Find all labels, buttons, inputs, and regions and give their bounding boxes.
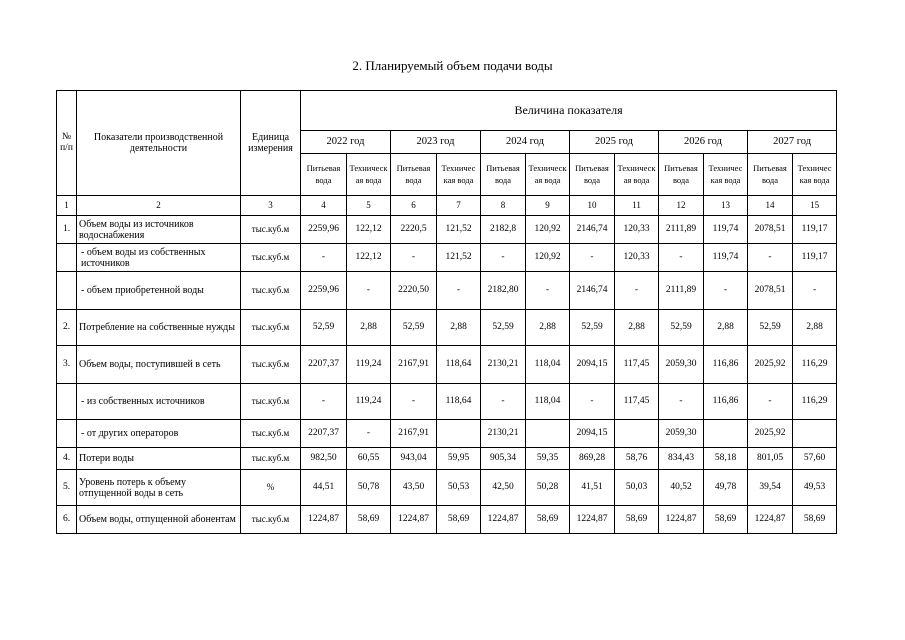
header-indicator: Показатели производственной деятельности	[77, 91, 241, 196]
indicator-name: - объем приобретенной воды	[77, 272, 241, 310]
value-cell: 122,12	[347, 244, 391, 272]
value-cell: -	[301, 384, 347, 420]
value-cell: 122,12	[347, 216, 391, 244]
value-cell: 2025,92	[748, 346, 793, 384]
indicator-name: Уровень потерь к объему отпущенной воды в сеть	[77, 470, 241, 506]
value-cell: 2,88	[704, 310, 748, 346]
column-number: 8	[481, 196, 526, 216]
column-number: 7	[437, 196, 481, 216]
header-water-type: Питьевая вода	[391, 154, 437, 196]
indicator-name: - от других операторов	[77, 420, 241, 448]
value-cell: 52,59	[570, 310, 615, 346]
column-number: 5	[347, 196, 391, 216]
value-cell: 58,69	[437, 506, 481, 534]
row-number: 5.	[57, 470, 77, 506]
value-cell: 2130,21	[481, 346, 526, 384]
value-cell: 116,29	[793, 346, 837, 384]
value-cell: 44,51	[301, 470, 347, 506]
value-cell: 52,59	[481, 310, 526, 346]
header-water-type: Питьевая вода	[659, 154, 704, 196]
value-cell: 60,55	[347, 448, 391, 470]
value-cell: 58,69	[347, 506, 391, 534]
value-cell: 119,24	[347, 346, 391, 384]
header-water-type: Техничес кая вода	[437, 154, 481, 196]
value-cell: 2,88	[526, 310, 570, 346]
indicator-name: Объем воды, отпущенной абонентам	[77, 506, 241, 534]
value-cell: 801,05	[748, 448, 793, 470]
header-year: 2023 год	[391, 131, 481, 154]
value-cell: 59,35	[526, 448, 570, 470]
unit-cell: тыс.куб.м	[241, 272, 301, 310]
column-number: 12	[659, 196, 704, 216]
header-water-type: Техническ ая вода	[347, 154, 391, 196]
unit-cell: тыс.куб.м	[241, 310, 301, 346]
value-cell: -	[437, 272, 481, 310]
row-number: 1.	[57, 216, 77, 244]
value-cell: 2094,15	[570, 346, 615, 384]
unit-cell: тыс.куб.м	[241, 448, 301, 470]
value-cell: 2078,51	[748, 272, 793, 310]
value-cell: 52,59	[301, 310, 347, 346]
value-cell: 50,28	[526, 470, 570, 506]
header-year: 2026 год	[659, 131, 748, 154]
value-cell: 49,53	[793, 470, 837, 506]
value-cell: 943,04	[391, 448, 437, 470]
table-row	[57, 384, 837, 420]
value-cell: 116,29	[793, 384, 837, 420]
value-cell: -	[793, 272, 837, 310]
table-body	[57, 216, 837, 534]
value-cell: 42,50	[481, 470, 526, 506]
column-number: 6	[391, 196, 437, 216]
value-cell: 58,18	[704, 448, 748, 470]
row-number	[57, 244, 77, 272]
value-cell: 2207,37	[301, 420, 347, 448]
value-cell: 1224,87	[659, 506, 704, 534]
value-cell: 121,52	[437, 244, 481, 272]
value-cell: 120,33	[615, 216, 659, 244]
header-year: 2027 год	[748, 131, 837, 154]
value-cell: -	[301, 244, 347, 272]
value-cell: -	[748, 244, 793, 272]
value-cell: 2182,8	[481, 216, 526, 244]
value-cell: 121,52	[437, 216, 481, 244]
value-cell: 49,78	[704, 470, 748, 506]
value-cell: 58,76	[615, 448, 659, 470]
value-cell: 117,45	[615, 384, 659, 420]
value-cell: 58,69	[704, 506, 748, 534]
value-cell: 52,59	[391, 310, 437, 346]
row-number: 4.	[57, 448, 77, 470]
column-number: 2	[77, 196, 241, 216]
value-cell: 2167,91	[391, 346, 437, 384]
value-cell: -	[659, 384, 704, 420]
value-cell: 41,51	[570, 470, 615, 506]
value-cell: 2130,21	[481, 420, 526, 448]
document-title: 2. Планируемый объем подачи воды	[352, 58, 553, 73]
value-cell: 50,53	[437, 470, 481, 506]
row-number	[57, 272, 77, 310]
value-cell: 1224,87	[570, 506, 615, 534]
unit-cell: тыс.куб.м	[241, 420, 301, 448]
value-cell: 116,86	[704, 384, 748, 420]
value-cell: 119,74	[704, 244, 748, 272]
value-cell: 40,52	[659, 470, 704, 506]
value-cell: 869,28	[570, 448, 615, 470]
value-cell: 2182,80	[481, 272, 526, 310]
value-cell: -	[481, 244, 526, 272]
value-cell: -	[570, 384, 615, 420]
indicator-name: Объем воды, поступившей в сеть	[77, 346, 241, 384]
value-cell: -	[570, 244, 615, 272]
header-year: 2024 год	[481, 131, 570, 154]
header-year: 2025 год	[570, 131, 659, 154]
value-cell: 2220,50	[391, 272, 437, 310]
value-cell: -	[659, 244, 704, 272]
value-cell: 59,95	[437, 448, 481, 470]
header-water-type: Техничес кая вода	[793, 154, 837, 196]
unit-cell: тыс.куб.м	[241, 384, 301, 420]
value-cell: 119,17	[793, 244, 837, 272]
header-year: 2022 год	[301, 131, 391, 154]
value-cell: 1224,87	[301, 506, 347, 534]
value-cell: 2059,30	[659, 346, 704, 384]
value-cell: 2259,96	[301, 272, 347, 310]
value-cell: 50,78	[347, 470, 391, 506]
water-supply-table	[56, 90, 837, 534]
value-cell	[437, 420, 481, 448]
table-row	[57, 470, 837, 506]
value-cell: 2094,15	[570, 420, 615, 448]
value-cell: 1224,87	[481, 506, 526, 534]
row-number: 2.	[57, 310, 77, 346]
column-number-row	[57, 196, 837, 216]
column-number: 10	[570, 196, 615, 216]
value-cell: 119,17	[793, 216, 837, 244]
value-cell: -	[481, 384, 526, 420]
header-num: № п/п	[57, 91, 77, 196]
unit-cell: тыс.куб.м	[241, 216, 301, 244]
value-cell: 2167,91	[391, 420, 437, 448]
value-cell: 118,04	[526, 346, 570, 384]
column-number: 4	[301, 196, 347, 216]
value-cell	[793, 420, 837, 448]
header-water-type: Питьевая вода	[481, 154, 526, 196]
value-cell: 2,88	[615, 310, 659, 346]
indicator-name: - из собственных источников	[77, 384, 241, 420]
value-cell: 50,03	[615, 470, 659, 506]
value-cell: -	[391, 244, 437, 272]
value-cell: 2111,89	[659, 272, 704, 310]
value-cell: 2025,92	[748, 420, 793, 448]
header-water-type: Питьевая вода	[570, 154, 615, 196]
value-cell: 52,59	[659, 310, 704, 346]
value-cell: 120,33	[615, 244, 659, 272]
table-row	[57, 448, 837, 470]
unit-cell: тыс.куб.м	[241, 346, 301, 384]
value-cell: 2,88	[437, 310, 481, 346]
value-cell: 118,64	[437, 384, 481, 420]
header-value-group: Величина показателя	[301, 91, 837, 131]
value-cell: 2111,89	[659, 216, 704, 244]
unit-cell: тыс.куб.м	[241, 506, 301, 534]
value-cell	[704, 420, 748, 448]
value-cell: 120,92	[526, 216, 570, 244]
value-cell: -	[347, 420, 391, 448]
header-water-type: Питьевая вода	[748, 154, 793, 196]
value-cell: 118,04	[526, 384, 570, 420]
row-number	[57, 384, 77, 420]
value-cell: 43,50	[391, 470, 437, 506]
column-number: 11	[615, 196, 659, 216]
indicator-name: Потребление на собственные нужды	[77, 310, 241, 346]
table-row	[57, 420, 837, 448]
header-water-type: Питьевая вода	[301, 154, 347, 196]
value-cell	[526, 420, 570, 448]
value-cell: 2059,30	[659, 420, 704, 448]
table-row	[57, 216, 837, 244]
value-cell: -	[526, 272, 570, 310]
indicator-name: Потери воды	[77, 448, 241, 470]
value-cell: 2220,5	[391, 216, 437, 244]
table-row	[57, 310, 837, 346]
value-cell: 58,69	[526, 506, 570, 534]
value-cell: -	[347, 272, 391, 310]
column-number: 15	[793, 196, 837, 216]
value-cell: 2078,51	[748, 216, 793, 244]
column-number: 14	[748, 196, 793, 216]
value-cell	[615, 420, 659, 448]
value-cell: -	[704, 272, 748, 310]
value-cell: 119,24	[347, 384, 391, 420]
value-cell: 119,74	[704, 216, 748, 244]
value-cell: -	[748, 384, 793, 420]
value-cell: 58,69	[793, 506, 837, 534]
column-number: 3	[241, 196, 301, 216]
indicator-name: - объем воды из собственных источников	[77, 244, 241, 272]
value-cell: 1224,87	[748, 506, 793, 534]
value-cell: 2,88	[793, 310, 837, 346]
value-cell: 39,54	[748, 470, 793, 506]
header-water-type: Техническ ая вода	[526, 154, 570, 196]
table-row	[57, 346, 837, 384]
header-unit: Единица измерения	[241, 91, 301, 196]
value-cell: 116,86	[704, 346, 748, 384]
value-cell: 2207,37	[301, 346, 347, 384]
table-row	[57, 244, 837, 272]
value-cell: 834,43	[659, 448, 704, 470]
value-cell: 118,64	[437, 346, 481, 384]
table-row	[57, 272, 837, 310]
value-cell: 57,60	[793, 448, 837, 470]
value-cell: 1224,87	[391, 506, 437, 534]
column-number: 9	[526, 196, 570, 216]
row-number: 3.	[57, 346, 77, 384]
column-number: 13	[704, 196, 748, 216]
header-water-type: Техничес кая вода	[704, 154, 748, 196]
unit-cell: тыс.куб.м	[241, 244, 301, 272]
column-number: 1	[57, 196, 77, 216]
header-water-type: Техническ ая вода	[615, 154, 659, 196]
value-cell: 58,69	[615, 506, 659, 534]
value-cell: 905,34	[481, 448, 526, 470]
value-cell: 52,59	[748, 310, 793, 346]
value-cell: 982,50	[301, 448, 347, 470]
indicator-name: Объем воды из источников водоснабжения	[77, 216, 241, 244]
value-cell: 2146,74	[570, 272, 615, 310]
unit-cell: %	[241, 470, 301, 506]
row-number	[57, 420, 77, 448]
value-cell: 117,45	[615, 346, 659, 384]
value-cell: 2,88	[347, 310, 391, 346]
value-cell: -	[391, 384, 437, 420]
value-cell: 2146,74	[570, 216, 615, 244]
row-number: 6.	[57, 506, 77, 534]
value-cell: -	[615, 272, 659, 310]
value-cell: 120,92	[526, 244, 570, 272]
table-row	[57, 506, 837, 534]
value-cell: 2259,96	[301, 216, 347, 244]
